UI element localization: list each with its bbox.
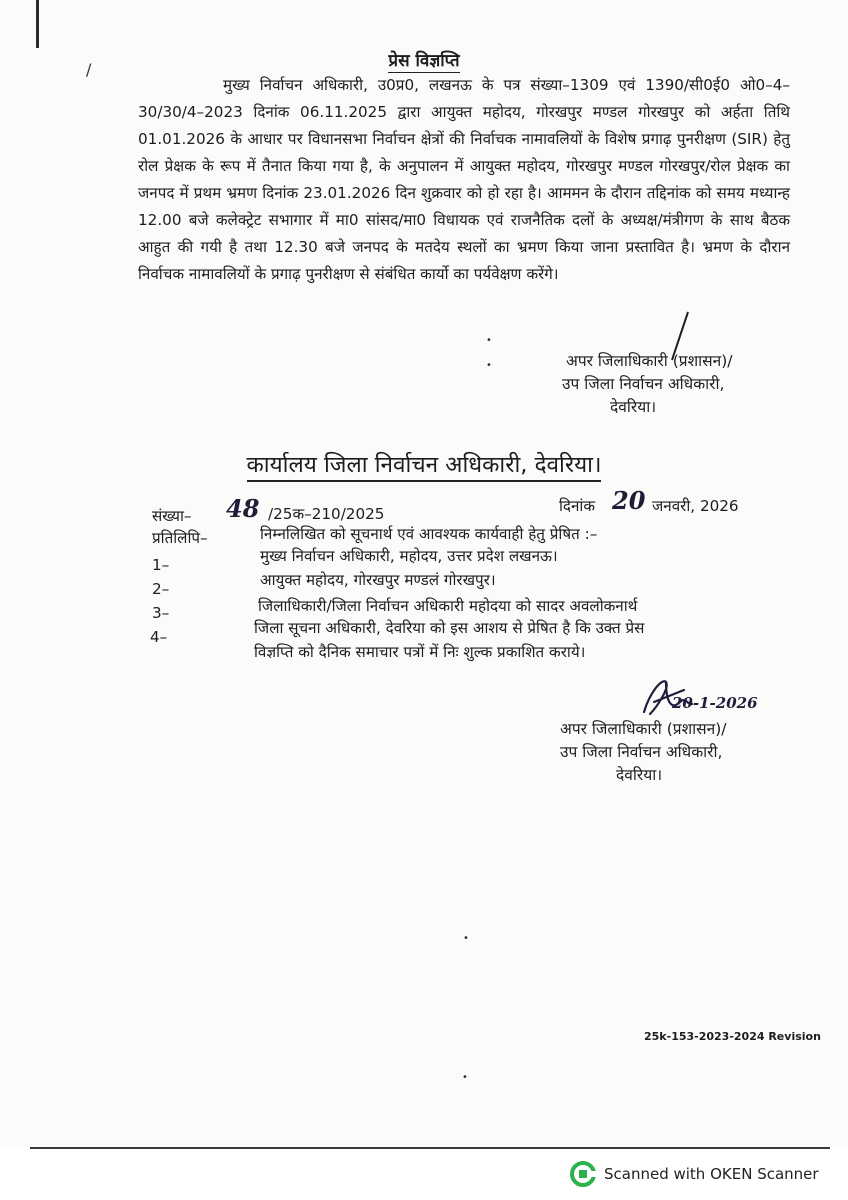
handwritten-date: 20 [612, 486, 646, 515]
footer-code: 25k-153-2023-2024 Revision [644, 1030, 821, 1043]
date-month-year: जनवरी, 2026 [652, 497, 739, 515]
press-release-body: मुख्य निर्वाचन अधिकारी, उ0प्र0, लखनऊ के पत्र संख्या–1309 एवं 1390/सी0ई0 ओ0–4–30/30/4–2023 दिनांक 06.11.2025 द्वारा आयुक्त महोदय, गोरखपुर मण्डल गोरखपुर को अर्हता तिथि 01.01.2026 के आधार पर विधानसभा निर्वाचन क्षेत्रों की निर्वाचक नामावलियों के विशेष प्रगाढ़ पुनरीक्षण (SIR) हेतु रोल प्रेक्षक के रूप में तैनात किया गया है, के अनुपालन में आयुक्त महोदय, गोरखपुर मण्डल गोरखपुर/रोल प्रेक्षक का जनपद में प्रथम भ्रमण दिनांक 23.01.2026 दिन शुक्रवार को हो रहा है। आममन के दौरान तद्दिनांक को समय मध्यान्ह 12.00 बजे कलेक्ट्रेट सभागार में मा0 सांसद/मा0 विधायक एवं राजनैतिक दलों के अध्यक्ष/मंत्रीगण के साथ बैठक आहुत की गयी है तथा 12.30 बजे जनपद के मतदेय स्थलों का भ्रमण किया जाना प्रस्तावित है। भ्रमण के दौरान निर्वाचक नामावलियों के प्रगाढ़ पुनरीक्षण से संबंधित कार्यो का पर्यवेक्षण करेंगे। [138, 76, 790, 283]
handwritten-sign-date: 20-1-2026 [672, 694, 758, 712]
scanner-logo-icon [570, 1161, 596, 1187]
number-label: संख्या– [152, 507, 192, 525]
recipient-text: मुख्य निर्वाचन अधिकारी, महोदय, उत्तर प्रदेश लखनऊ। [260, 547, 558, 565]
scanner-watermark-text: Scanned with OKEN Scanner [604, 1165, 819, 1183]
stray-mark: • [486, 360, 492, 371]
dispatch-signatory: अपर जिलाधिकारी (प्रशासन)/ उप जिला निर्वाचन अधिकारी, देवरिया। [560, 720, 727, 784]
page-bottom-edge [30, 1147, 830, 1149]
number-reference: /25क–210/2025 [268, 505, 385, 523]
press-release-body-rest: ओ0–4–30/30/4–2023 दिनांक 06.11.2025 द्वारा आयुक्त महोदय, गोरखपुर मण्डल गोरखपुर को अर्हता तिथि 01.01.2026 के आधार पर विधानसभा निर्वाचन क्षेत्रों की निर्वाचक नामावलियों के विशेष प्रगाढ़ पुनरीक्षण (SIR) हेतु रोल प्रेक्षक के रूप में तैनात किया गया है, के अनुपालन में आयुक्त महोदय, गोरखपुर मण्डल गोरखपुर/रोल प्रेक्षक का जनपद में प्रथम भ्रमण दिनांक 23.01.2026 दिन शुक्रवार को हो रहा है। आममन के दौरान तद्दिनांक को समय मध्यान्ह 12.00 बजे कलेक्ट्रेट सभागार में मा0 सांसद/मा0 विधायक एवं राजनैतिक दलों के अध्यक्ष/मंत्रीगण के साथ बैठक आहुत की गयी है तथा 12.30 बजे जनपद के मतदेय स्थलों का भ्रमण किया जाना प्रस्तावित है। भ्रमण के दौरान निर्वाचक नामावलियों के प्रगाढ़ पुनरीक्षण से संबंधित कार्यो का पर्यवेक्षण करेंगे। [138, 76, 790, 283]
recipient-number: 3– [152, 604, 170, 622]
recipient-text: जिलाधिकारी/जिला निर्वाचन अधिकारी महोदया को सादर अवलोकनार्थ [258, 597, 638, 615]
stray-mark: • [462, 1072, 468, 1083]
press-release-signatory: अपर जिलाधिकारी (प्रशासन)/ उप जिला निर्वाचन अधिकारी, देवरिया। [562, 352, 733, 416]
copy-text: निम्नलिखित को सूचनार्थ एवं आवश्यक कार्यवाही हेतु प्रेषित :– [260, 525, 598, 543]
stray-mark: • [486, 335, 492, 346]
scanner-watermark [570, 1160, 819, 1188]
stray-mark: / [86, 60, 92, 79]
date-label: दिनांक [559, 497, 596, 515]
recipient-text: जिला सूचना अधिकारी, देवरिया को इस आशय से प्रेषित है कि उक्त प्रेस [254, 619, 645, 637]
recipient-number: 4– [150, 628, 168, 646]
recipient-number: 2– [152, 580, 170, 598]
recipient-text-continued: विज्ञप्ति को दैनिक समाचार पत्रों में निः शुल्क प्रकाशित कराये। [254, 643, 586, 661]
page-edge-mark [36, 0, 39, 48]
stray-mark: • [463, 933, 469, 944]
handwritten-number: 48 [226, 494, 260, 523]
copy-label: प्रतिलिपि– [152, 529, 208, 547]
press-release-title: प्रेस विज्ञप्ति [388, 51, 460, 71]
office-heading: कार्यालय जिला निर्वाचन अधिकारी, देवरिया। [0, 448, 848, 479]
recipient-text: आयुक्त महोदय, गोरखपुर मण्डलं गोरखपुर। [260, 571, 496, 589]
recipient-number: 1– [152, 556, 170, 574]
